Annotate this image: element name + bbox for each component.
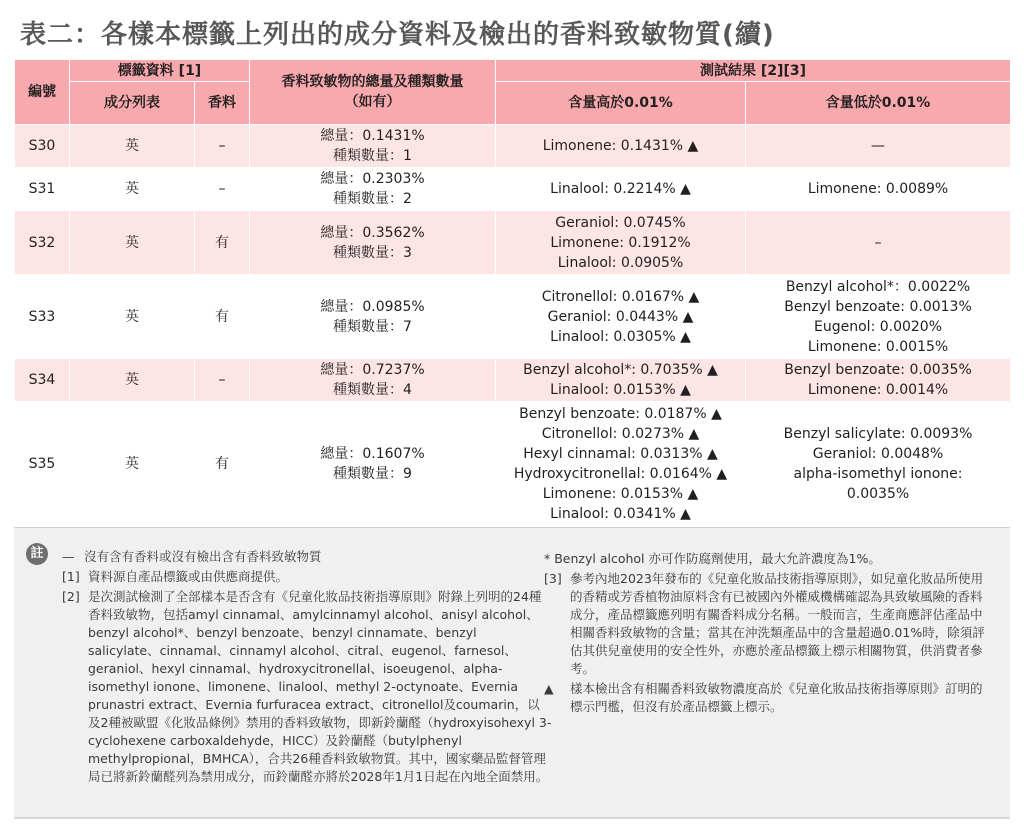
cell-high-line: Linalool: 0.0305% ▲ bbox=[550, 328, 691, 345]
header-low: 含量低於0.01% bbox=[746, 82, 1011, 125]
cell-id-line: S30 bbox=[28, 138, 56, 154]
cell-low-line: Limonene: 0.0015% bbox=[807, 338, 949, 355]
cell-id-line: S32 bbox=[28, 234, 56, 251]
cell-low-line: Geraniol: 0.0048% bbox=[812, 445, 944, 462]
cell-total-line: 總量：0.0985% bbox=[320, 298, 425, 315]
cell-high-line: Linalool: 0.0341% ▲ bbox=[550, 505, 691, 522]
footnote-marker: [1] bbox=[62, 569, 80, 584]
notes-panel bbox=[14, 527, 1010, 818]
cell-fragrance-line: – bbox=[218, 181, 226, 197]
cell-high-line: Geraniol: 0.0443% ▲ bbox=[547, 308, 694, 325]
cell-total-line: 種類數量：3 bbox=[333, 244, 412, 261]
cell-id bbox=[15, 359, 70, 402]
footnote bbox=[62, 548, 552, 566]
cell-high-line: Hydroxycitronellal: 0.0164% ▲ bbox=[513, 465, 728, 482]
cell-low-line: Limonene: 0.0014% bbox=[807, 382, 949, 398]
footnote-text: 是次測試檢測了全部樣本是否含有《兒童化妝品技術指導原則》附錄上列明的24種香料致敏物，包括amyl cinnamal、amylcinnamyl alcohol、anisyl alcohol、benzyl alcohol*、benzyl benzoate、benzyl cinnamate、benzyl salicylate、cinnamal、cinnamyl alcohol、citral、eugenol、farnesol、geraniol、hexyl cinnamal、hydroxycitronellal、isoeugenol、alpha-isomethyl ionone、limonene、linalool、methyl 2-octynoate、Evernia prunastri extract、Evernia furfuracea extract、citronellol及coumarin，以及2種被歐盟《化妝品條例》禁用的香料致敏物，即新鈴蘭醛（hydroxyisohexyl 3-cyclohexene carboxaldehyde，HICC）及鈴蘭醛（butylphenyl methylpropional，BMHCA），合共26種香料致敏物質。其中，國家藥品監督管理局已將新鈴蘭醛列為禁用成分，而鈴蘭醛亦將於2028年1月1日起在內地全面禁用。 bbox=[88, 589, 552, 784]
cell-high-line: Linalool: 0.2214% ▲ bbox=[550, 181, 691, 197]
cell-id-line: S35 bbox=[28, 455, 56, 472]
cell-high-line: Citronellol: 0.0167% ▲ bbox=[541, 288, 700, 305]
cell-total-line: 總量：0.1431% bbox=[320, 128, 425, 144]
cell-total-line: 總量：0.2303% bbox=[320, 171, 425, 187]
cell-fragrance-line: – bbox=[218, 138, 226, 154]
cell-ingredients-line: 英 bbox=[125, 138, 139, 154]
notes-left-column bbox=[62, 548, 552, 788]
cell-high bbox=[496, 275, 746, 359]
cell-low-line: 0.0035% bbox=[846, 485, 910, 502]
footnote-text: * Benzyl alcohol 亦可作防腐劑使用，最大允許濃度為1%。 bbox=[544, 551, 881, 566]
cell-low-line: Benzyl benzoate: 0.0035% bbox=[784, 362, 972, 378]
cell-id bbox=[15, 211, 70, 275]
footnote bbox=[544, 680, 994, 716]
cell-ingredients bbox=[70, 125, 195, 168]
cell-low bbox=[746, 211, 1011, 275]
header-fragrance: 香料 bbox=[195, 82, 250, 125]
cell-low bbox=[746, 275, 1011, 359]
footnote-marker: [3] bbox=[544, 571, 562, 586]
footnote-text: 樣本檢出含有相關香料致敏物濃度高於《兒童化妝品技術指導原則》訂明的標示門檻，但沒有於產品標籤上標示。 bbox=[570, 681, 983, 714]
footnote bbox=[62, 568, 552, 586]
cell-id bbox=[15, 275, 70, 359]
cell-high bbox=[496, 125, 746, 168]
table-row bbox=[15, 402, 1011, 526]
notes-right-column bbox=[544, 550, 994, 718]
cell-low bbox=[746, 359, 1011, 402]
header-id: 編號 bbox=[15, 60, 70, 125]
page-title: 表二：各樣本標籤上列出的成分資料及檢出的香料致敏物質(續) bbox=[20, 20, 775, 50]
footnote bbox=[62, 588, 552, 786]
cell-ingredients-line: 英 bbox=[125, 308, 139, 325]
cell-id bbox=[15, 402, 70, 526]
cell-low-line: Benzyl alcohol*：0.0022% bbox=[785, 278, 971, 295]
cell-total-line: 種類數量：4 bbox=[333, 382, 412, 398]
table-row bbox=[15, 275, 1011, 359]
cell-fragrance bbox=[195, 402, 250, 526]
cell-ingredients-line: 英 bbox=[125, 455, 139, 472]
cell-low-line: Limonene: 0.0089% bbox=[807, 181, 949, 197]
cell-low bbox=[746, 402, 1011, 526]
cell-ingredients bbox=[70, 402, 195, 526]
cell-ingredients bbox=[70, 211, 195, 275]
cell-high-line: Citronellol: 0.0273% ▲ bbox=[541, 425, 700, 442]
cell-fragrance bbox=[195, 211, 250, 275]
cell-ingredients bbox=[70, 359, 195, 402]
cell-high bbox=[496, 168, 746, 211]
table-row bbox=[15, 211, 1011, 275]
footnote bbox=[544, 550, 994, 568]
cell-ingredients bbox=[70, 168, 195, 211]
cell-id bbox=[15, 168, 70, 211]
cell-low-line: – bbox=[874, 234, 882, 251]
cell-total-line: 種類數量：2 bbox=[333, 191, 412, 207]
header-ingredients: 成分列表 bbox=[70, 82, 195, 125]
cell-total bbox=[250, 275, 496, 359]
cell-total-line: 種類數量：1 bbox=[333, 148, 412, 164]
cell-fragrance bbox=[195, 359, 250, 402]
cell-ingredients-line: 英 bbox=[125, 372, 139, 388]
cell-total bbox=[250, 359, 496, 402]
cell-ingredients bbox=[70, 275, 195, 359]
cell-high-line: Linalool: 0.0153% ▲ bbox=[550, 382, 691, 398]
cell-id-line: S31 bbox=[28, 181, 56, 197]
bottom-divider bbox=[14, 817, 1010, 819]
table-row bbox=[15, 168, 1011, 211]
footnote-text: 參考內地2023年發布的《兒童化妝品技術指導原則》，如兒童化妝品所使用的香精或芳香植物油原料含有已被國內外權威機構確認為具致敏風險的香料成分，產品標籤應列明有關香料成分名稱。一般而言，生產商應評估產品中相關香料致敏物的含量；當其在沖洗類產品中的含量超過0.01%時，除須評估其供兒童使用的安全性外，亦應於產品標籤上標示相關物質，供消費者參考。 bbox=[570, 571, 985, 676]
cell-total-line: 總量：0.1607% bbox=[320, 445, 425, 462]
cell-high bbox=[496, 211, 746, 275]
cell-ingredients-line: 英 bbox=[125, 181, 139, 197]
footnote bbox=[544, 570, 994, 678]
cell-fragrance bbox=[195, 275, 250, 359]
cell-high-line: Geraniol: 0.0745% bbox=[555, 214, 686, 231]
cell-high-line: Benzyl benzoate: 0.0187% ▲ bbox=[519, 405, 722, 422]
cell-total bbox=[250, 402, 496, 526]
cell-total-line: 種類數量：9 bbox=[333, 465, 412, 482]
cell-low-line: Eugenol: 0.0020% bbox=[814, 318, 943, 335]
header-total bbox=[250, 60, 496, 125]
footnote-marker: — bbox=[62, 549, 75, 564]
cell-high-line: Linalool: 0.0905% bbox=[557, 254, 684, 271]
cell-ingredients-line: 英 bbox=[125, 234, 139, 251]
cell-fragrance-line: – bbox=[218, 372, 226, 388]
table-row bbox=[15, 125, 1011, 168]
cell-id-line: S33 bbox=[28, 308, 56, 325]
cell-total-line: 總量：0.7237% bbox=[320, 362, 425, 378]
cell-low bbox=[746, 125, 1011, 168]
cell-high-line: Benzyl alcohol*: 0.7035% ▲ bbox=[523, 362, 718, 378]
cell-low-line: alpha-isomethyl ionone: bbox=[793, 465, 963, 482]
cell-total bbox=[250, 125, 496, 168]
header-label-info: 標籤資料 [1] bbox=[70, 60, 250, 82]
cell-high bbox=[496, 359, 746, 402]
cell-total-line: 種類數量：7 bbox=[333, 318, 412, 335]
results-table bbox=[14, 59, 1011, 526]
footnote-text: 資料源自產品標籤或由供應商提供。 bbox=[88, 569, 289, 584]
cell-id-line: S34 bbox=[28, 372, 56, 388]
footnote-marker: ▲ bbox=[544, 681, 554, 696]
table-body bbox=[15, 125, 1011, 526]
cell-total bbox=[250, 168, 496, 211]
cell-id bbox=[15, 125, 70, 168]
cell-low-line: Benzyl salicylate: 0.0093% bbox=[783, 425, 973, 442]
cell-total-line: 總量：0.3562% bbox=[320, 224, 425, 241]
table-row bbox=[15, 359, 1011, 402]
cell-fragrance-line: 有 bbox=[215, 308, 229, 325]
cell-fragrance bbox=[195, 168, 250, 211]
cell-low-line: — bbox=[871, 138, 886, 154]
cell-fragrance-line: 有 bbox=[215, 455, 229, 472]
cell-total bbox=[250, 211, 496, 275]
cell-high bbox=[496, 402, 746, 526]
cell-high-line: Limonene: 0.1912% bbox=[550, 234, 691, 251]
note-icon: 註 bbox=[26, 543, 48, 565]
cell-low bbox=[746, 168, 1011, 211]
footnote-marker: [2] bbox=[62, 589, 80, 604]
cell-high-line: Limonene: 0.1431% ▲ bbox=[542, 138, 699, 154]
header-results: 測試結果 [2][3] bbox=[496, 60, 1011, 82]
cell-high-line: Limonene: 0.0153% ▲ bbox=[542, 485, 699, 502]
cell-low-line: Benzyl benzoate: 0.0013% bbox=[784, 298, 972, 315]
header-total-sub: （如有） bbox=[344, 94, 401, 110]
cell-fragrance bbox=[195, 125, 250, 168]
header-high: 含量高於0.01% bbox=[496, 82, 746, 125]
cell-fragrance-line: 有 bbox=[215, 234, 229, 251]
header-total-main: 香料致敏物的總量及種類數量 bbox=[281, 74, 464, 90]
footnote-text: 沒有含有香料或沒有檢出含有香料致敏物質 bbox=[84, 549, 322, 564]
cell-high-line: Hexyl cinnamal: 0.0313% ▲ bbox=[523, 445, 718, 462]
